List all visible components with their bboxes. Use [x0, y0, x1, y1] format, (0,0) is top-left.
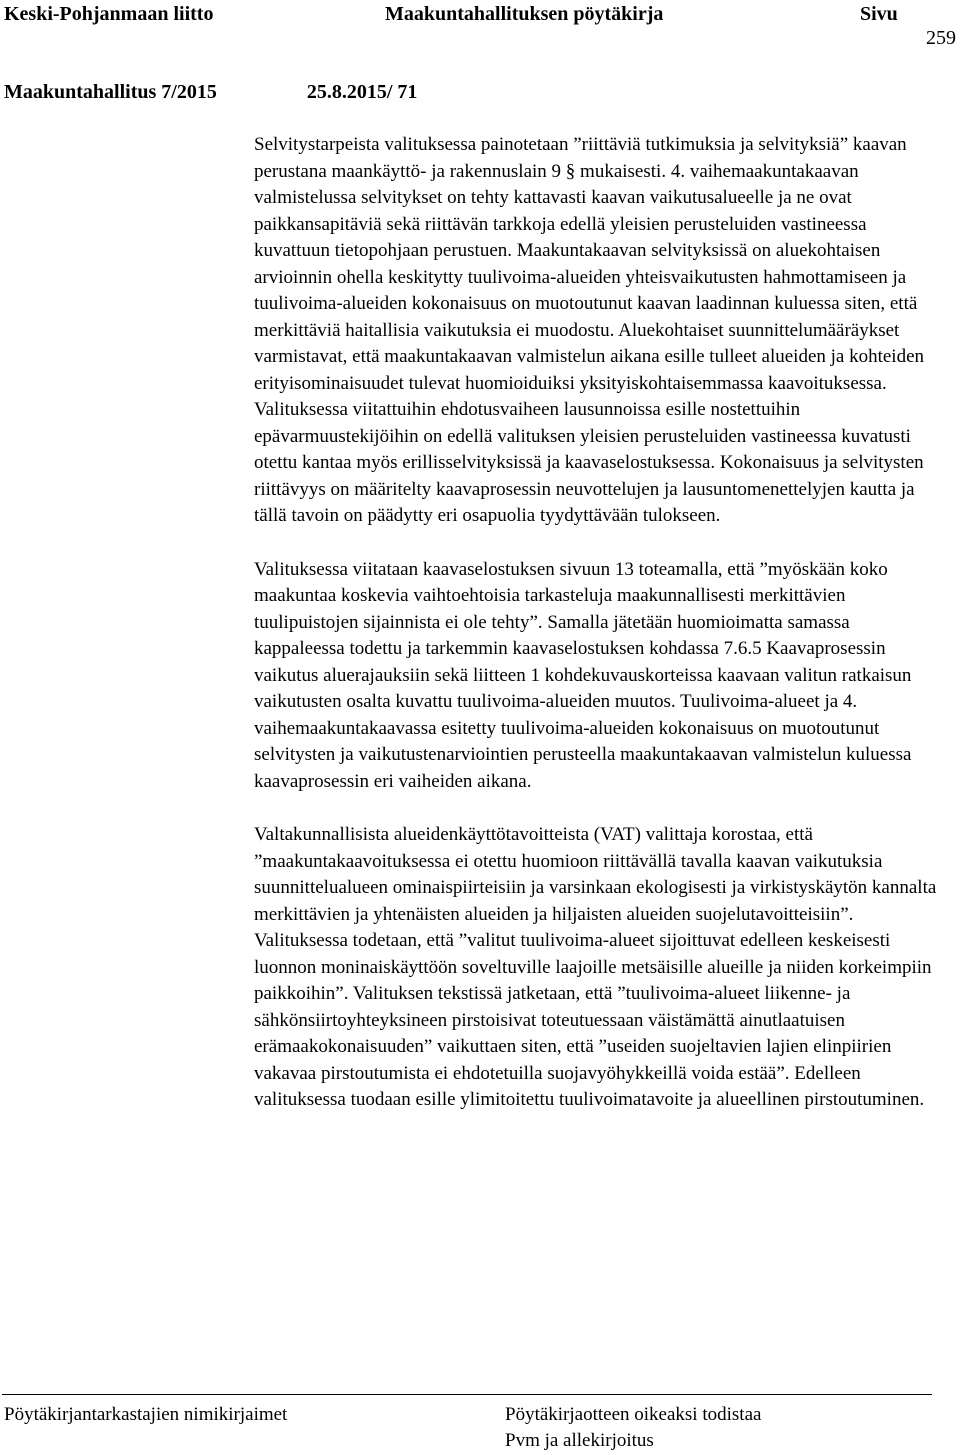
footer-initials-label: Pöytäkirjantarkastajien nimikirjaimet: [4, 1404, 288, 1425]
body-text: [254, 132, 944, 1141]
meeting-name: Maakuntahallitus 7/2015: [4, 81, 217, 103]
document-title: Maakuntahallituksen pöytäkirja: [385, 3, 664, 25]
page-label: Sivu: [860, 3, 898, 25]
paragraph-1: Selvitystarpeista valituksessa painotetaan ”riittäviä tutkimuksia ja selvityksiä” kaavan perustana maankäyttö- ja rakennuslain 9 § mukaisesti. 4. vaihemaakuntakaavan valmistelussa selvitykset on tehty kattavasti kaavan vaikutusalueelle ja ne ovat paikkansapitäviä sekä riittävän tarkkoja edellä yleisien perusteluiden vastineessa kuvattuun tietopohjaan perustuen. Maakuntakaavan selvityksissä on aluekohtaisen arvioinnin ohella keskitytty tuulivoima-alueiden yhteisvaikutusten hahmottamiseen ja tuulivoima-alueiden kokonaisuus on muotoutunut kaavan laadinnan kuluessa siten, että merkittäviä haitallisia vaikutuksia ei muodostu. Aluekohtaiset suunnittelumääräykset varmistavat, että maakuntakaavan valmistelun aikana esille tulleet alueiden ja kohteiden erityisominaisuudet tulevat huomioiduiksi yksityiskohtaisemmassa kaavoituksessa. Valituksessa viitattuihin ehdotusvaiheen lausunnoissa esille nostettuihin epävarmuustekijöihin on edellä valituksen yleisien perusteluiden vastineessa kuvatusti otettu kantaa myös erillisselvityksissä ja kaavaselostuksessa. Kokonaisuus ja selvitysten riittävyys on määritelty kaavaprosessin neuvottelujen ja lausuntomenettelyjen kautta ja tällä tavoin on päädytty eri osapuolia tyydyttävään tulokseen.: [254, 134, 925, 526]
footer-certification-label: Pöytäkirjaotteen oikeaksi todistaa: [505, 1404, 762, 1425]
meeting-date-item: 25.8.2015/ 71: [306, 81, 418, 103]
organization-name: Keski-Pohjanmaan liitto: [4, 3, 214, 25]
paragraph-2: Valituksessa viitataan kaavaselostuksen sivuun 13 toteamalla, että ”myöskään koko maakuntaa koskevia vaihtoehtoisia tarkasteluja maakunnallisesti merkittävien tuulipuistojen sijainnista ei ole tehty”. Samalla jätetään huomioimatta samassa kappaleessa todettu ja tarkemmin kaavaselostuksen kohdassa 7.6.5 Kaavaprosessin vaikutus aluerajauksiin sekä liitteen 1 kohdekuvauskorteissa kaavaan valitun ratkaisun vaikutusten osalta kuvattu tuulivoima-alueiden muutos. Tuulivoima-alueet ja 4. vaihemaakuntakaavassa esitetty tuulivoima-alueiden kokonaisuus on muotoutunut selvitysten ja vaikutustenarviointien perusteella maakuntakaavan valmistelun kuluessa kaavaprosessin eri vaiheiden aikana.: [254, 558, 912, 792]
page-number: 259: [926, 27, 956, 49]
meeting-line: [4, 80, 417, 104]
footer-date-signature-label: Pvm ja allekirjoitus: [505, 1430, 654, 1451]
footer-rule: [2, 1394, 932, 1395]
paragraph-3: Valtakunnallisista alueidenkäyttötavoitteista (VAT) valittaja korostaa, että ”maakuntakaavoituksessa ei otettu huomioon riittävällä tavalla kaavan vaikutuksia suunnittelualueen ominaispiirteisiin ja varsinkaan ekologisesti ja virkistyskäytön kannalta merkittävien ja yhtenäisten alueiden ja hiljaisten alueiden suojelutavoitteisiin”. Valituksessa todetaan, että ”valitut tuulivoima-alueet sijoittuvat edelleen keskeisesti luonnon moninaiskäyttöön soveltuville laajoille metsäisille alueille ja niiden korkeimpiin paikkoihin”. Valituksen tekstissä jatketaan, että ”tuulivoima-alueet liikenne- ja sähkönsiirtoyhteyksineen pirstoisivat toteutuessaan väistämättä ainutlaatuisen erämaakokonaisuuden” vaikuttaen siten, että ”useiden suojeltavien lajien elinpiirien vakavaa pirstoutumista ei ehdotetuilla suojavyöhykkeillä voida estää”. Edelleen valituksessa tuodaan esille ylimitoitettu tuulivoimatavoite ja alueellinen pirstoutuminen.: [254, 824, 937, 1110]
